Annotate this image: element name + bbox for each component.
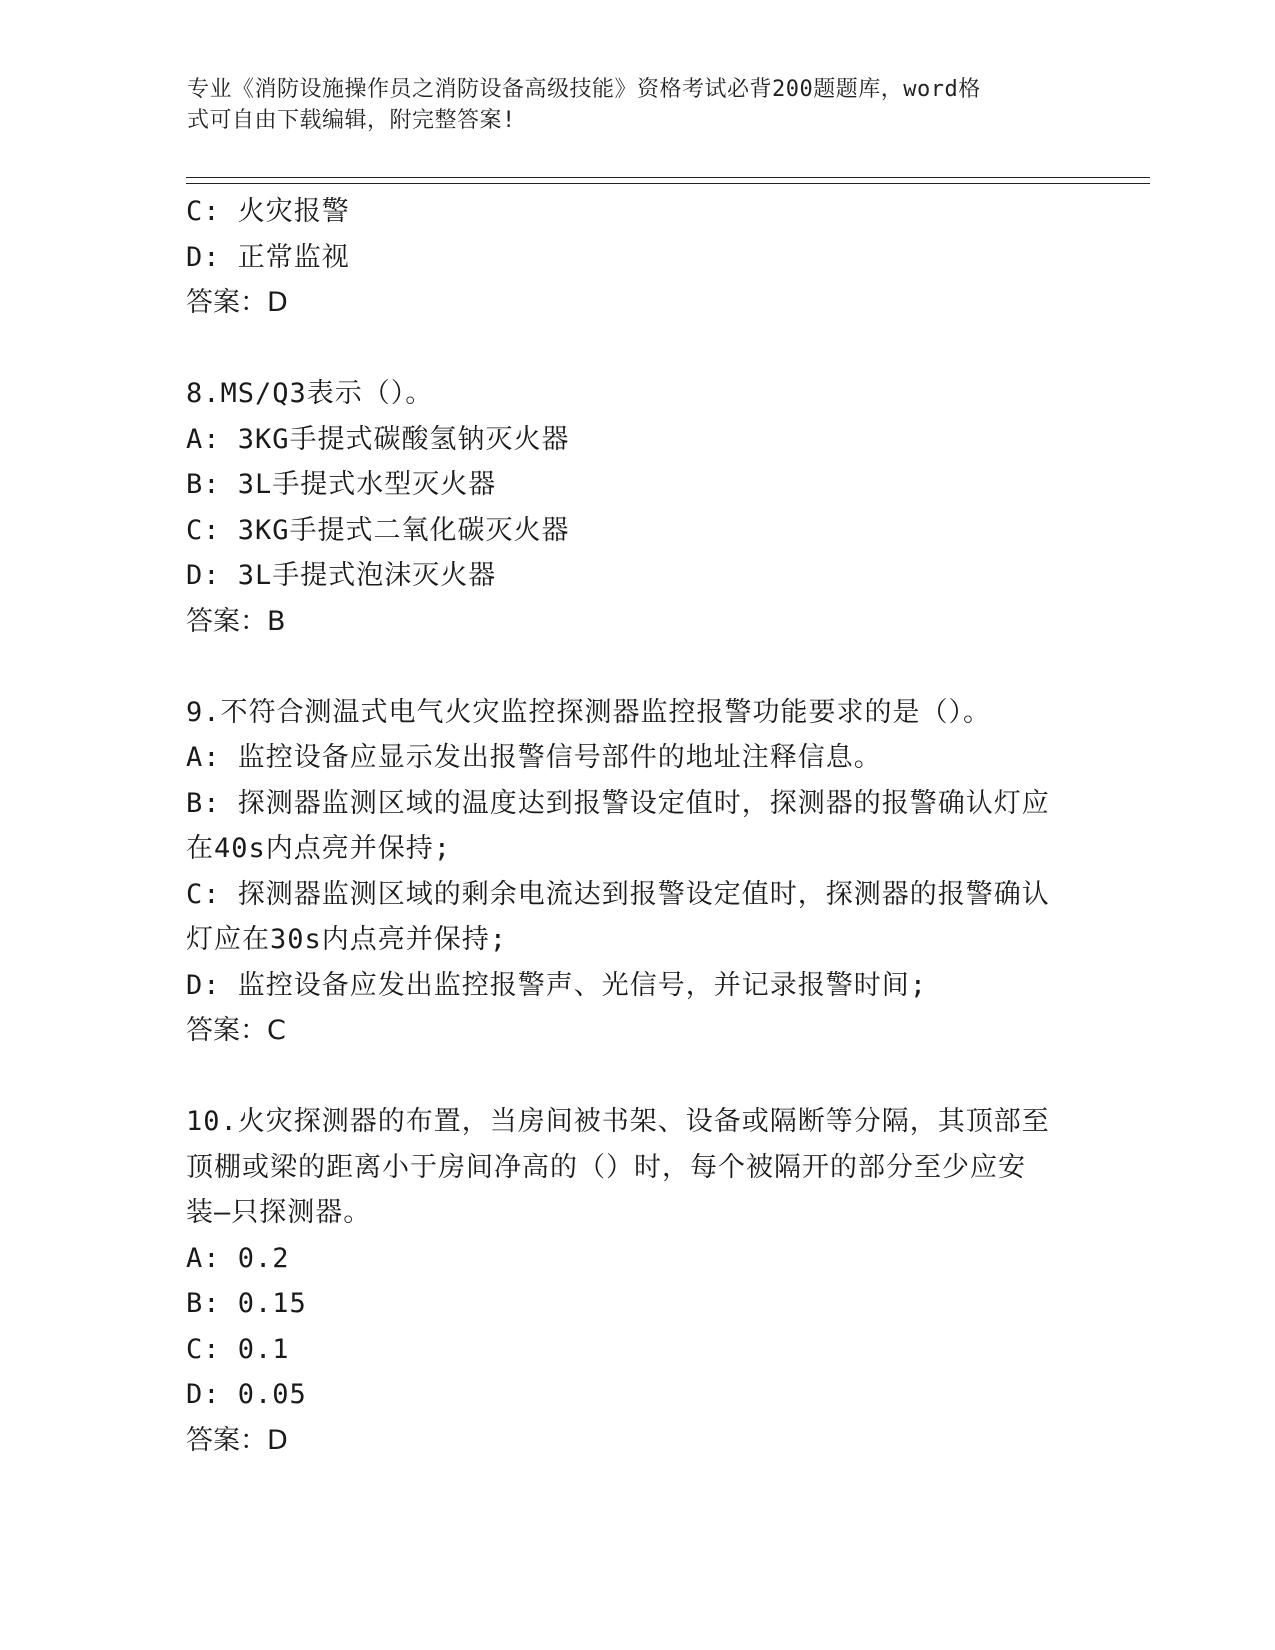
option-b: B: 0.15 xyxy=(186,1288,307,1319)
option-c: C: 探测器监测区域的剩余电流达到报警设定值时，探测器的报警确认 xyxy=(186,878,1050,910)
option-c: C: 火灾报警 xyxy=(186,196,350,227)
option-a: A: 监控设备应显示发出报警信号部件的地址注释信息。 xyxy=(186,742,882,773)
question-stem: 8.MS/Q3表示（）。 xyxy=(186,378,434,409)
answer-line: 答案：B xyxy=(186,605,286,637)
question-stem-continued: 顶棚或梁的距离小于房间净高的（）时，每个被隔开的部分至少应安 xyxy=(186,1151,1026,1183)
option-d: D: 0.05 xyxy=(186,1379,307,1410)
answer-line: 答案：C xyxy=(186,1015,286,1046)
question-block-10 xyxy=(186,1099,1086,1463)
option-c: C: 0.1 xyxy=(186,1333,290,1365)
answer-line: 答案：D xyxy=(186,1424,288,1456)
question-block-8 xyxy=(186,371,1086,644)
answer-line: 答案：D xyxy=(186,287,288,318)
option-b-continued: 在40s内点亮并保持; xyxy=(186,833,452,864)
header-line-1: 专业《消防设施操作员之消防设备高级技能》资格考试必背200题题库，word格 xyxy=(187,77,981,102)
option-a: A: 3KG手提式碳酸氢钠灭火器 xyxy=(186,423,570,455)
option-b: B: 探测器监测区域的温度达到报警设定值时，探测器的报警确认灯应 xyxy=(186,787,1050,819)
question-block-9 xyxy=(186,690,1086,1054)
question-stem: 9.不符合测温式电气火灾监控探测器监控报警功能要求的是（）。 xyxy=(186,696,992,728)
question-stem-continued: 装—只探测器。 xyxy=(186,1197,372,1228)
spacer xyxy=(186,326,1086,372)
option-d: D: 监控设备应发出监控报警声、光信号，并记录报警时间; xyxy=(186,969,928,1001)
question-block-prev xyxy=(186,189,1086,326)
question-content xyxy=(186,189,1086,1463)
spacer xyxy=(186,644,1086,690)
option-c-continued: 灯应在30s内点亮并保持; xyxy=(186,924,508,955)
option-a: A: 0.2 xyxy=(186,1242,290,1274)
header-divider xyxy=(186,177,1150,184)
question-stem: 10.火灾探测器的布置，当房间被书架、设备或隔断等分隔，其顶部至 xyxy=(186,1106,1050,1137)
header-line-2: 式可自由下载编辑，附完整答案! xyxy=(187,108,516,133)
option-d: D: 3L手提式泡沫灭火器 xyxy=(186,560,497,591)
option-b: B: 3L手提式水型灭火器 xyxy=(186,469,497,500)
option-d: D: 正常监视 xyxy=(186,241,350,273)
option-c: C: 3KG手提式二氧化碳灭火器 xyxy=(186,514,570,546)
spacer xyxy=(186,1054,1086,1100)
document-header xyxy=(187,74,1067,136)
